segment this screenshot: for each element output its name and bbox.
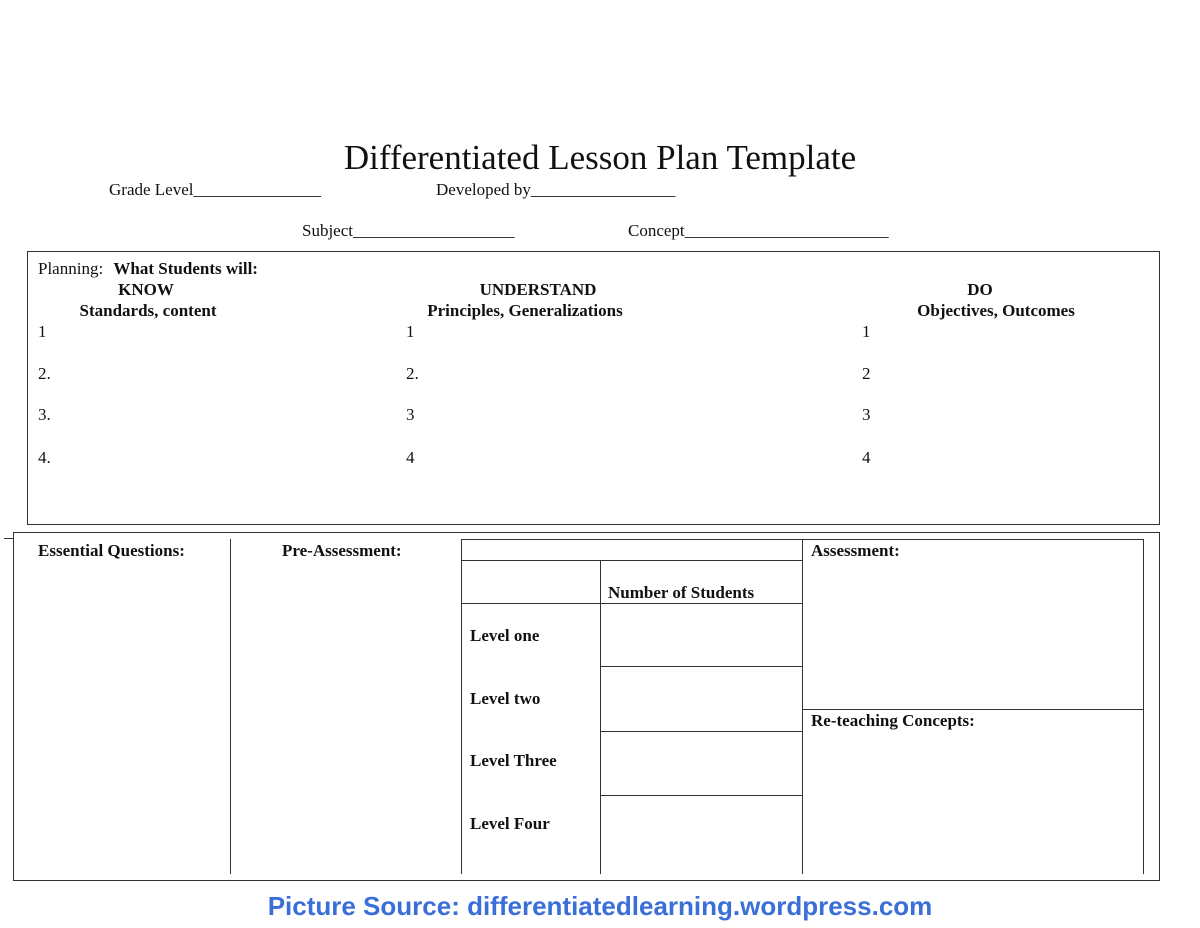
understand-item-3: 3 [406, 405, 415, 424]
do-item-2: 2 [862, 364, 871, 383]
understand-item-4: 4 [406, 448, 415, 467]
know-item-3: 3. [38, 405, 51, 424]
reteaching-label: Re-teaching Concepts: [811, 711, 975, 730]
understand-heading: UNDERSTAND [479, 280, 597, 299]
do-item-3: 3 [862, 405, 871, 424]
table-top-line [461, 539, 1143, 540]
number-of-students-label: Number of Students [608, 583, 755, 602]
level-line-2 [600, 731, 802, 732]
level-three-label: Level Three [470, 751, 557, 770]
divider-3 [600, 560, 601, 874]
divider-5 [1143, 539, 1144, 874]
level-one-label: Level one [470, 626, 540, 645]
subject-field: Subject___________________ [302, 221, 515, 240]
grade-level-field: Grade Level_______________ [109, 180, 321, 199]
assessment-label: Assessment: [811, 541, 900, 560]
developed-by-field: Developed by_________________ [436, 180, 676, 199]
essential-questions-label: Essential Questions: [38, 541, 185, 560]
planning-label-text: Planning: [38, 259, 104, 278]
pre-assessment-label: Pre-Assessment: [282, 541, 402, 560]
know-item-2: 2. [38, 364, 51, 383]
do-subheading: Objectives, Outcomes [917, 301, 1075, 320]
lower-table [13, 532, 1160, 881]
concept-field: Concept________________________ [628, 221, 889, 240]
know-subheading: Standards, content [79, 301, 217, 320]
level-line-3 [600, 795, 802, 796]
understand-item-1: 1 [406, 322, 415, 341]
understand-item-2: 2. [406, 364, 419, 383]
understand-subheading: Principles, Generalizations [427, 301, 623, 320]
level-header-top [461, 560, 802, 561]
picture-source-caption: Picture Source: differentiatedlearning.wordpress.com [267, 891, 933, 921]
planning-prompt: What Students will: [113, 259, 258, 278]
level-four-label: Level Four [470, 814, 550, 833]
know-heading: KNOW [118, 280, 174, 299]
divider-2 [461, 539, 462, 874]
know-item-1: 1 [38, 322, 47, 341]
divider-1 [230, 539, 231, 874]
level-line-1 [600, 666, 802, 667]
do-item-4: 4 [862, 448, 871, 467]
divider-4 [802, 539, 803, 874]
level-two-label: Level two [470, 689, 541, 708]
do-item-1: 1 [862, 322, 871, 341]
planning-label [38, 259, 258, 279]
page-title: Differentiated Lesson Plan Template [343, 138, 857, 177]
know-item-4: 4. [38, 448, 51, 467]
assessment-divider [802, 709, 1143, 710]
level-header-bottom [461, 603, 802, 604]
do-heading: DO [967, 280, 993, 299]
